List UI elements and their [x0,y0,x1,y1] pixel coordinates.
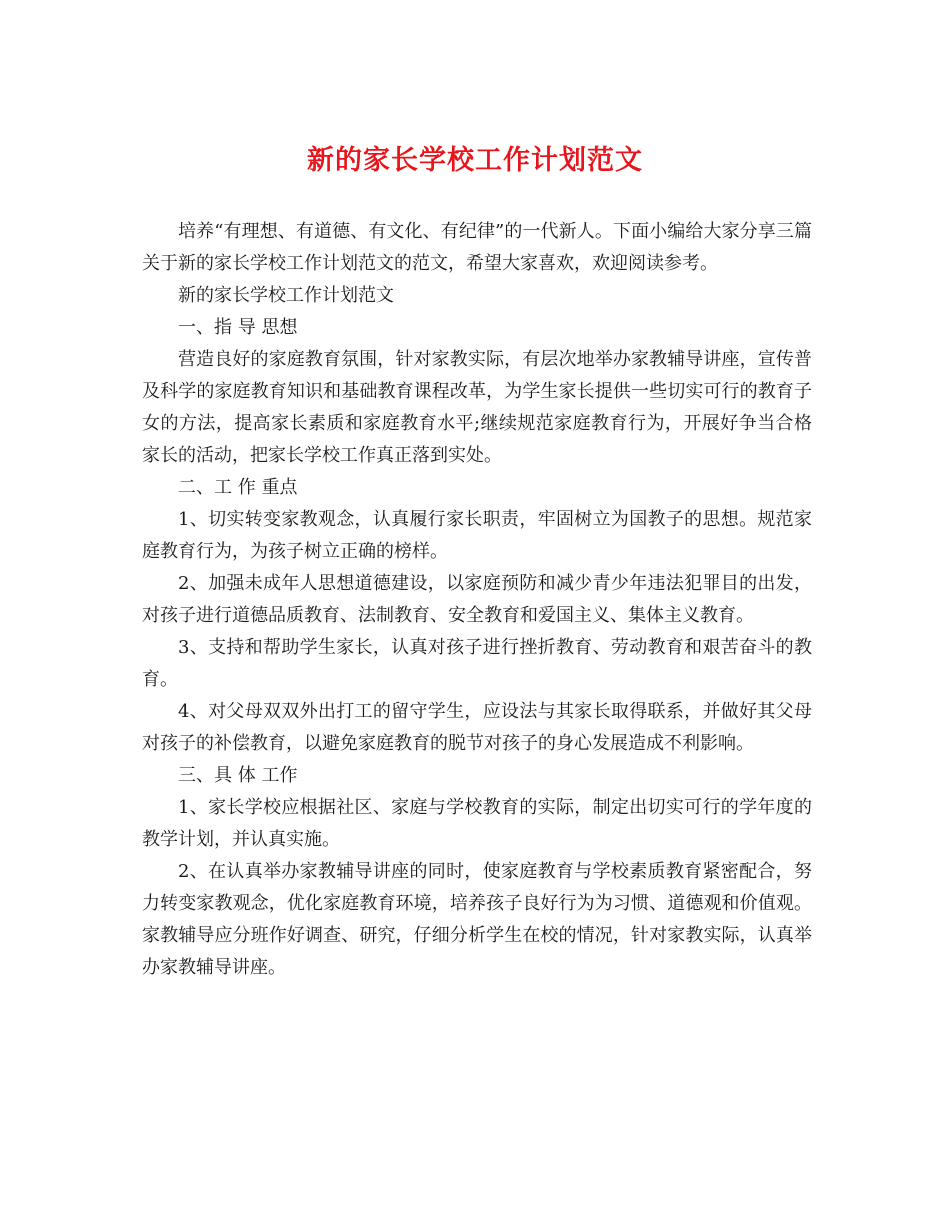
section-heading-specific-work: 三、具 体 工作 [178,765,298,786]
paragraph-key-work-4: 4、对父母双双外出打工的留守学生，应设法与其家长取得联系，并做好其父母对孩子的补偿教育，以避免家庭教育的脱节对孩子的身心发展造成不利影响。 [142,701,812,754]
section-heading-guiding-ideology: 一、指 导 思想 [178,317,298,338]
paragraph-key-work-3: 3、支持和帮助学生家长，认真对孩子进行挫折教育、劳动教育和艰苦奋斗的教育。 [142,637,812,690]
document-body [142,216,812,984]
paragraph-guiding-ideology: 营造良好的家庭教育氛围，针对家教实际，有层次地举办家教辅导讲座，宣传普及科学的家庭教育知识和基础教育课程改革，为学生家长提供一些切实可行的教育子女的方法，提高家长素质和家庭教育水平;继续规范家庭教育行为，开展好争当合格家长的活动，把家长学校工作真正落到实处。 [142,349,812,466]
paragraph-specific-work-1: 1、家长学校应根据社区、家庭与学校教育的实际，制定出切实可行的学年度的教学计划，并认真实施。 [142,797,812,850]
document-title: 新的家长学校工作计划范文 [307,145,643,176]
section-heading-key-work: 二、工 作 重点 [178,477,298,498]
paragraph-key-work-1: 1、切实转变家教观念，认真履行家长职责，牢固树立为国教子的思想。规范家庭教育行为，为孩子树立正确的榜样。 [142,509,812,562]
intro-paragraph: 培养“有理想、有道德、有文化、有纪律”的一代新人。下面小编给大家分享三篇关于新的家长学校工作计划范文的范文，希望大家喜欢，欢迎阅读参考。 [142,221,812,274]
subtitle: 新的家长学校工作计划范文 [178,285,394,306]
paragraph-key-work-2: 2、加强未成年人思想道德建设，以家庭预防和减少青少年违法犯罪目的出发，对孩子进行道德品质教育、法制教育、安全教育和爱国主义、集体主义教育。 [142,573,812,626]
paragraph-specific-work-2: 2、在认真举办家教辅导讲座的同时，使家庭教育与学校素质教育紧密配合，努力转变家教观念，优化家庭教育环境，培养孩子良好行为为习惯、道德观和价值观。家教辅导应分班作好调查、研究，仔细分析学生在校的情况，针对家教实际，认真举办家教辅导讲座。 [142,861,812,978]
